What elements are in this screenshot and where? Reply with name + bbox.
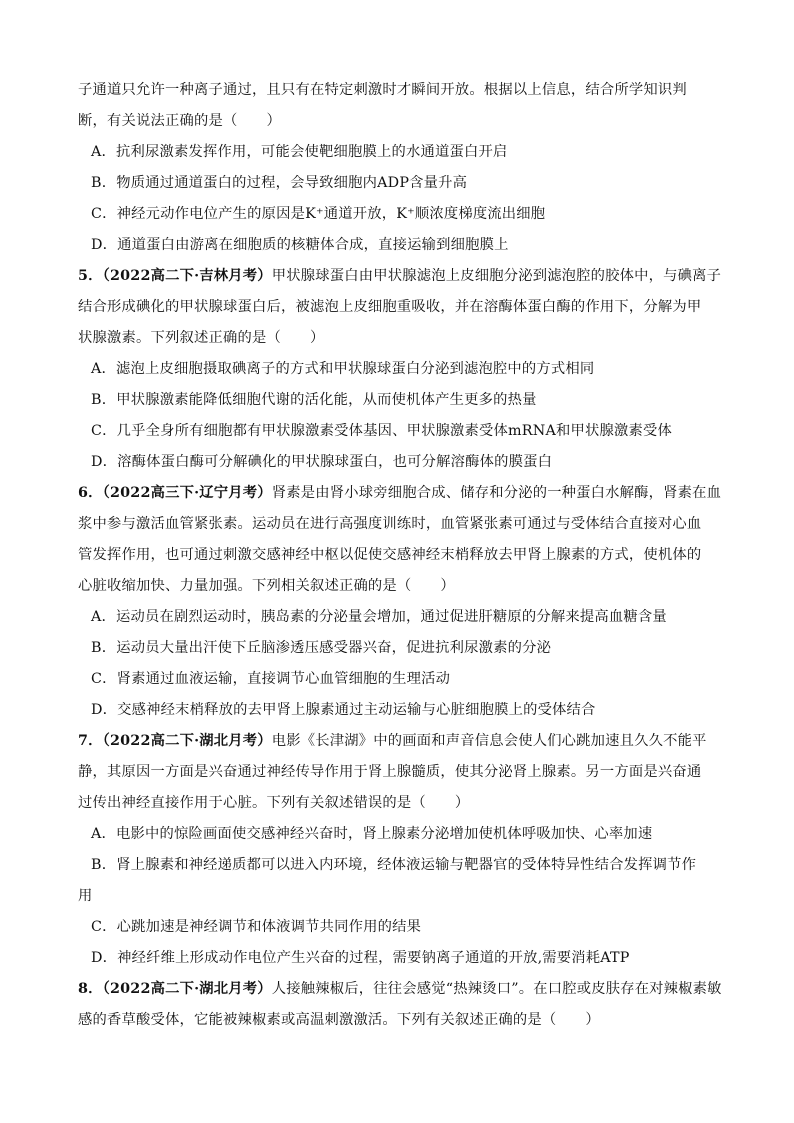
question-7-option-d: D．神经纤维上形成动作电位产生兴奋的过程，需要钠离子通道的开放,需要消耗ATP [91, 950, 630, 966]
question-7-option-b-line-1: B．肾上腺素和神经递质都可以进入内环境，经体液运输与靶器官的受体特异性结合发挥调节作 [91, 857, 697, 873]
question-7-stem-start: 电影《长津湖》中的画面和声音信息会使人们心跳加速且久久不能平 [271, 733, 707, 749]
question-7-stem-line-2: 静，其原因一方面是兴奋通过神经传导作用于肾上腺髓质，使其分泌肾上腺素。另一方面是兴奋通 [78, 764, 702, 780]
question-6-stem-line-2: 浆中参与激活血管紧张素。运动员在进行高强度训练时，血管紧张素可通过与受体结合直接对心血 [78, 516, 702, 532]
question-8-first-line [78, 979, 722, 1010]
question-5-option-a: A．滤泡上皮细胞摄取碘离子的方式和甲状腺球蛋白分泌到滤泡腔中的方式相同 [91, 361, 595, 377]
question-page [78, 80, 722, 1041]
question-6-source: （2022高三下·辽宁月考） [102, 485, 272, 501]
question-4-stem-line-2: 断，有关说法正确的是（ ） [78, 113, 281, 129]
question-4-option-c: C．神经元动作电位产生的原因是K⁺通道开放，K⁺顺浓度梯度流出细胞 [91, 206, 546, 222]
question-5-stem-line-2: 结合形成碘化的甲状腺球蛋白后，被滤泡上皮细胞重吸收，并在溶酶体蛋白酶的作用下，分解为甲 [78, 299, 702, 315]
question-6-stem-start: 肾素是由肾小球旁细胞合成、储存和分泌的一种蛋白水解酶，肾素在血 [271, 485, 722, 501]
question-6-number: 6． [78, 485, 103, 501]
question-7-option-a: A．电影中的惊险画面使交感神经兴奋时，肾上腺素分泌增加使机体呼吸加快、心率加速 [91, 826, 653, 842]
question-8-stem-line-2: 感的香草酸受体，它能被辣椒素或高温刺激激活。下列有关叙述正确的是（ ） [78, 1012, 600, 1028]
question-4-option-b: B．物质通过通道蛋白的过程，会导致细胞内ADP含量升高 [91, 175, 468, 191]
question-7-stem-line-3: 过传出神经直接作用于心脏。下列有关叙述错误的是（ ） [78, 795, 470, 811]
question-7-option-c: C．心跳加速是神经调节和体液调节共同作用的结果 [91, 919, 422, 935]
question-7-option-b-line-2: 用 [78, 888, 93, 904]
question-4-option-d: D．通道蛋白由游离在细胞质的核糖体合成，直接运输到细胞膜上 [91, 237, 509, 253]
question-5-source: （2022高二下·吉林月考） [102, 268, 272, 284]
question-6-stem-line-4: 心脏收缩加快、力量加强。下列相关叙述正确的是（ ） [78, 578, 455, 594]
question-4-option-a: A．抗利尿激素发挥作用，可能会使靶细胞膜上的水通道蛋白开启 [91, 144, 508, 160]
question-5-stem-start: 甲状腺球蛋白由甲状腺滤泡上皮细胞分泌到滤泡腔的胶体中，与碘离子 [271, 268, 722, 284]
question-6-option-a: A．运动员在剧烈运动时，胰岛素的分泌量会增加，通过促进肝糖原的分解来提高血糖含量 [91, 609, 667, 625]
question-7-source: （2022高二下·湖北月考） [102, 733, 272, 749]
question-6-option-b: B．运动员大量出汗使下丘脑渗透压感受器兴奋，促进抗利尿激素的分泌 [91, 640, 552, 656]
question-6-stem-line-3: 管发挥作用，也可通过刺激交感神经中枢以促使交感神经末梢释放去甲肾上腺素的方式，使机体的 [78, 547, 702, 563]
question-7-number: 7． [78, 733, 103, 749]
question-8-number: 8． [78, 981, 103, 997]
question-5-option-d: D．溶酶体蛋白酶可分解碘化的甲状腺球蛋白，也可分解溶酶体的膜蛋白 [91, 454, 553, 470]
question-5-first-line [78, 266, 722, 297]
question-5-option-b: B．甲状腺激素能降低细胞代谢的活化能，从而使机体产生更多的热量 [91, 392, 537, 408]
question-5-option-c: C．几乎全身所有细胞都有甲状腺激素受体基因、甲状腺激素受体mRNA和甲状腺激素受体 [91, 423, 672, 439]
question-5-number: 5． [78, 268, 103, 284]
question-6-option-d: D．交感神经末梢释放的去甲肾上腺素通过主动运输与心脏细胞膜上的受体结合 [91, 702, 596, 718]
question-8-stem-start: 人接触辣椒后，往往会感觉“热辣烫口”。在口腔或皮肤存在对辣椒素敏 [271, 981, 722, 997]
question-5-stem-line-3: 状腺激素。下列叙述正确的是（ ） [78, 330, 325, 346]
question-6-option-c: C．肾素通过血液运输，直接调节心血管细胞的生理活动 [91, 671, 451, 687]
question-4-stem-line-1: 子通道只允许一种离子通过，且只有在特定刺激时才瞬间开放。根据以上信息，结合所学知识判 [78, 82, 687, 98]
question-6-first-line [78, 483, 722, 514]
question-7-first-line [78, 731, 718, 762]
question-8-source: （2022高二下·湖北月考） [102, 981, 272, 997]
